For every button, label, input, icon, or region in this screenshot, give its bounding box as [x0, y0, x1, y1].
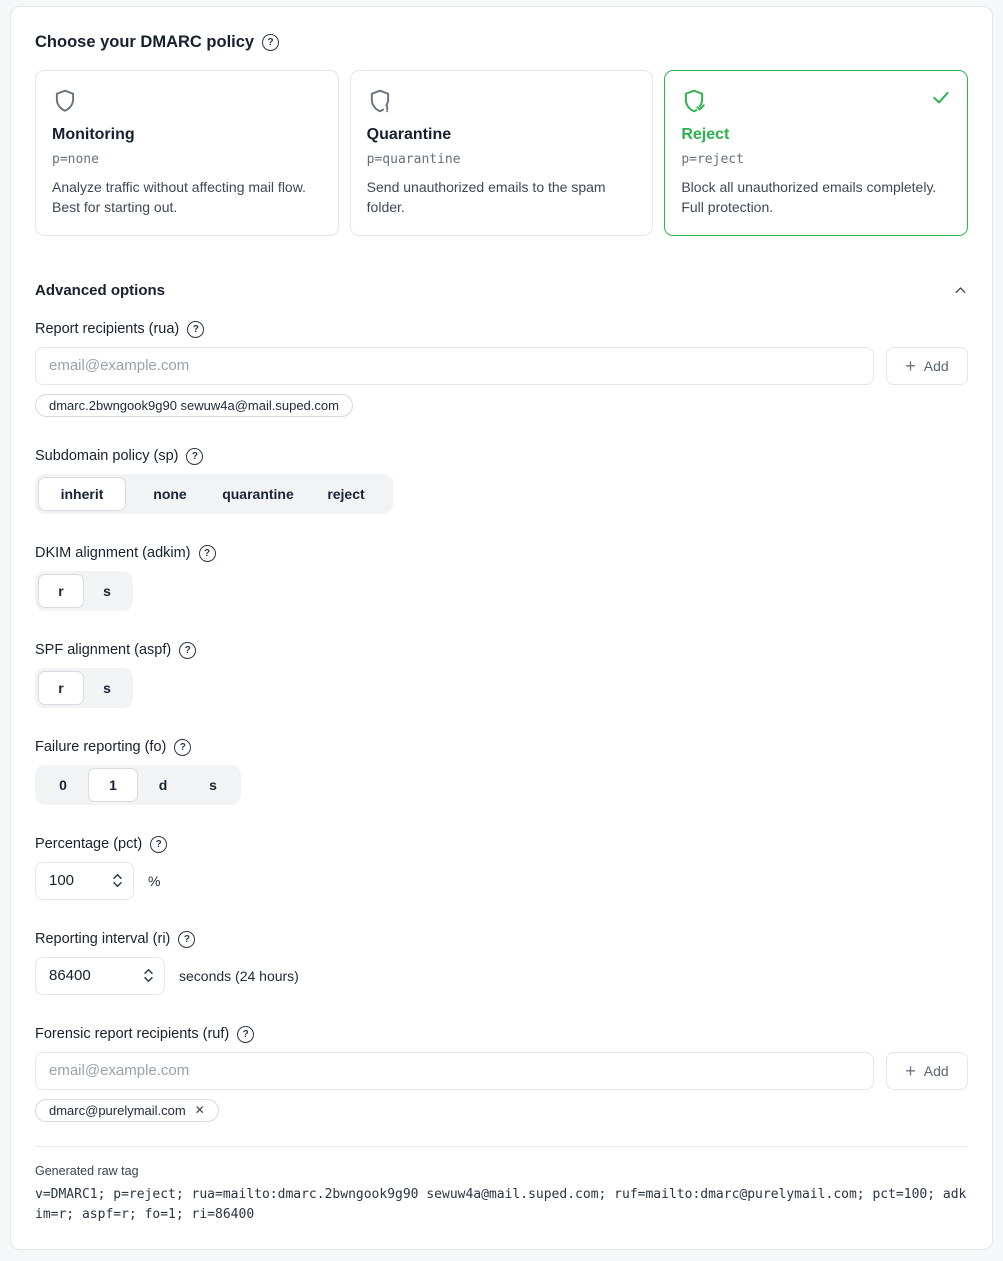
stepper-icon[interactable]	[143, 968, 154, 983]
ri-number-input[interactable]: 86400	[35, 957, 165, 995]
help-icon[interactable]: ?	[262, 34, 279, 51]
card-tag: p=none	[52, 152, 99, 167]
ri-label: Reporting interval (ri) ?	[35, 931, 968, 948]
card-title: Quarantine	[366, 126, 452, 143]
adkim-option-s[interactable]: s	[103, 582, 111, 599]
remove-chip-icon[interactable]: ✕	[194, 1103, 205, 1118]
advanced-options-header[interactable]	[35, 282, 968, 299]
rua-label: Report recipients (rua) ?	[35, 321, 968, 338]
aspf-segmented-control	[35, 668, 133, 708]
card-tag: p=quarantine	[366, 152, 461, 167]
rua-group	[35, 321, 968, 417]
pct-number-input[interactable]: 100	[35, 862, 134, 900]
card-description: Send unauthorized emails to the spam folder.	[366, 179, 606, 216]
ruf-add-button[interactable]: + Add	[886, 1052, 968, 1090]
sp-option-none[interactable]: none	[153, 485, 187, 502]
dmarc-policy-panel	[10, 6, 993, 1250]
sp-group	[35, 448, 968, 514]
card-title: Monitoring	[52, 126, 135, 143]
page-title	[35, 33, 968, 52]
plus-icon: +	[905, 355, 916, 376]
ri-group	[35, 931, 968, 995]
pct-suffix: %	[148, 872, 161, 889]
chevron-up-icon[interactable]	[953, 283, 968, 298]
adkim-segmented-control	[35, 571, 133, 611]
sp-label: Subdomain policy (sp) ?	[35, 448, 968, 465]
adkim-group	[35, 545, 968, 611]
sp-option-quarantine[interactable]: quarantine	[222, 485, 294, 502]
fo-option-s[interactable]: s	[209, 776, 217, 793]
aspf-group	[35, 642, 968, 708]
policy-card-quarantine[interactable]	[350, 70, 654, 236]
divider	[35, 1146, 968, 1147]
ruf-label: Forensic report recipients (ruf) ?	[35, 1026, 968, 1043]
fo-option-1[interactable]: 1	[88, 768, 138, 802]
sp-segmented-control	[35, 474, 393, 514]
help-icon[interactable]: ?	[199, 545, 216, 562]
aspf-label: SPF alignment (aspf) ?	[35, 642, 968, 659]
ri-suffix: seconds (24 hours)	[179, 967, 299, 984]
ruf-chips	[35, 1099, 968, 1122]
policy-card-monitoring[interactable]	[35, 70, 339, 236]
fo-group	[35, 739, 968, 805]
ruf-recipient-chip: dmarc@purelymail.com ✕	[35, 1099, 219, 1122]
pct-label: Percentage (pct) ?	[35, 836, 968, 853]
stepper-icon[interactable]	[112, 873, 123, 888]
policy-card-reject[interactable]	[664, 70, 968, 236]
card-title: Reject	[681, 126, 730, 143]
ruf-email-input[interactable]	[35, 1052, 874, 1090]
policy-cards	[35, 70, 968, 236]
aspf-option-s[interactable]: s	[103, 679, 111, 696]
sp-option-inherit[interactable]: inherit	[38, 477, 126, 511]
help-icon[interactable]: ?	[178, 931, 195, 948]
page-title-text: Choose your DMARC policy	[35, 33, 255, 51]
raw-tag-section	[35, 1164, 968, 1225]
fo-segmented-control	[35, 765, 241, 805]
help-icon[interactable]: ?	[187, 321, 204, 338]
pct-group	[35, 836, 968, 900]
raw-tag-label: Generated raw tag	[35, 1163, 139, 1178]
fo-option-d[interactable]: d	[158, 776, 168, 793]
shield-check-icon	[681, 88, 951, 114]
fo-label: Failure reporting (fo) ?	[35, 739, 968, 756]
selected-check-icon	[931, 87, 951, 107]
rua-add-button[interactable]: + Add	[886, 347, 968, 385]
rua-email-input[interactable]	[35, 347, 874, 385]
rua-chips	[35, 394, 968, 417]
adkim-option-r[interactable]: r	[38, 574, 84, 608]
help-icon[interactable]: ?	[150, 836, 167, 853]
rua-recipient-chip: dmarc.2bwngook9g90 sewuw4a@mail.suped.com	[35, 394, 353, 417]
fo-option-0[interactable]: 0	[59, 776, 67, 793]
help-icon[interactable]: ?	[174, 739, 191, 756]
card-tag: p=reject	[681, 152, 744, 167]
help-icon[interactable]: ?	[186, 448, 203, 465]
adkim-label: DKIM alignment (adkim) ?	[35, 545, 968, 562]
raw-tag-value: v=DMARC1; p=reject; rua=mailto:dmarc.2bwngook9g90 sewuw4a@mail.suped.com; ruf=mailto:dmarc@purelymail.com; pct=100; adkim=r; aspf=r; fo=1; ri=86400	[35, 1186, 967, 1222]
ruf-group	[35, 1026, 968, 1122]
plus-icon: +	[905, 1060, 916, 1081]
aspf-option-r[interactable]: r	[38, 671, 84, 705]
sp-option-reject[interactable]: reject	[327, 485, 365, 502]
advanced-options-title: Advanced options	[35, 281, 166, 299]
shield-alert-icon	[367, 88, 637, 114]
card-description: Analyze traffic without affecting mail flow. Best for starting out.	[52, 179, 306, 216]
help-icon[interactable]: ?	[179, 642, 196, 659]
help-icon[interactable]: ?	[237, 1026, 254, 1043]
card-description: Block all unauthorized emails completely. Full protection.	[681, 179, 937, 216]
shield-icon	[52, 88, 322, 114]
